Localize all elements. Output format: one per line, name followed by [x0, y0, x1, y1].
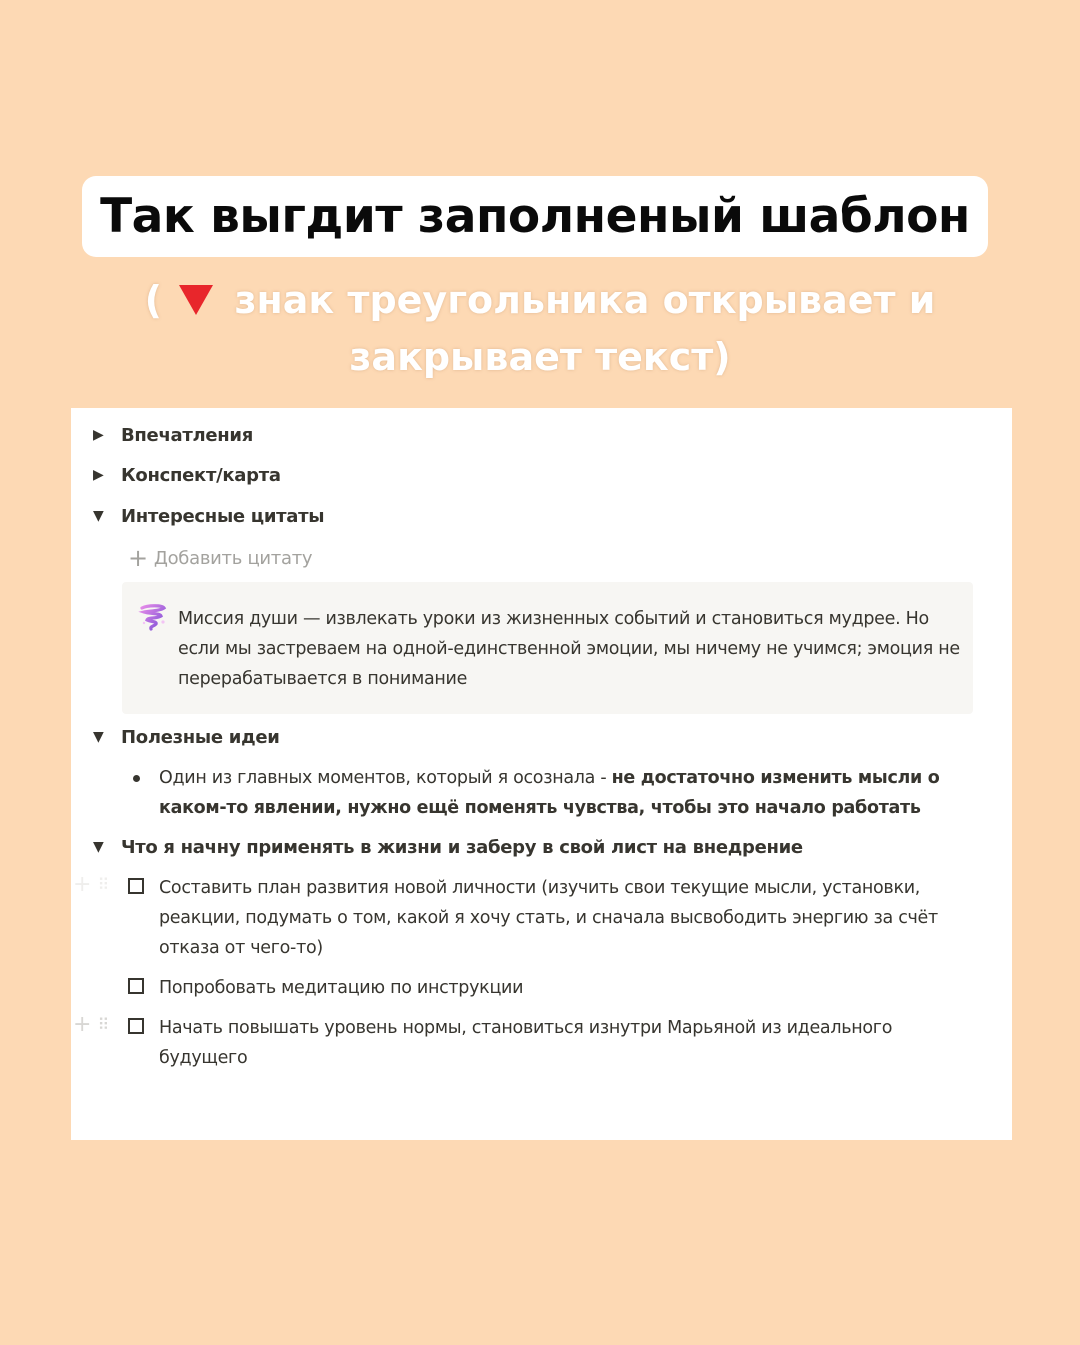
block-handle[interactable] [73, 872, 107, 897]
bullet-icon [133, 775, 140, 782]
bullet-text-bold: не достаточно изменить мысли о каком-то явлении, нужно ещё поменять чувства, чтобы это начало работать [159, 768, 940, 818]
quote-text: Миссия души — извлекать уроки из жизненных событий и становиться мудрее. Но если мы застреваем на одной-единственной эмоции, мы ничему не учимся; эмоция не перерабатывается в понимание [178, 609, 960, 689]
checkbox[interactable] [128, 1018, 144, 1034]
plus-icon: + [128, 544, 148, 572]
plus-icon[interactable]: + [73, 872, 92, 897]
subtitle-line2: закрывает текст) [349, 335, 731, 379]
toggle-right-arrow-icon[interactable]: ▶ [93, 467, 104, 483]
todo-item [128, 973, 958, 1003]
checkbox[interactable] [128, 878, 144, 894]
subtitle [80, 272, 1000, 386]
quote-callout[interactable] [122, 582, 973, 714]
checkbox[interactable] [128, 978, 144, 994]
list-item[interactable] [133, 763, 963, 823]
toggle-down-arrow-icon[interactable]: ▼ [93, 839, 104, 855]
todo-item [128, 1013, 958, 1073]
toggle-label: Полезные идеи [121, 726, 280, 748]
toggle-apply[interactable] [93, 832, 803, 862]
toggle-quotes[interactable] [93, 501, 324, 531]
subtitle-paren: ( [144, 278, 162, 322]
add-quote-button[interactable] [128, 543, 312, 573]
todo-text: Попробовать медитацию по инструкции [159, 978, 524, 998]
toggle-right-arrow-icon[interactable]: ▶ [93, 427, 104, 443]
toggle-label: Впечатления [121, 424, 253, 446]
toggle-impressions[interactable] [93, 420, 253, 450]
todo-item [128, 873, 958, 963]
drag-handle-icon[interactable]: ⠿ [97, 875, 108, 894]
todo-text: Составить план развития новой личности (изучить свои текущие мысли, установки, реакции, подумать о том, какой я хочу стать, и сначала высвободить энергию за счёт отказа от чего-то) [159, 878, 938, 958]
notion-document [71, 408, 1012, 1140]
bullet-text [159, 763, 963, 823]
bullet-text-plain: Один из главных моментов, который я осознала - [159, 768, 612, 788]
toggle-label: Интересные цитаты [121, 505, 325, 527]
magic-tornado-icon [138, 602, 168, 632]
drag-handle-icon[interactable]: ⠿ [97, 1015, 108, 1034]
toggle-summary[interactable] [93, 460, 281, 490]
red-triangle-icon [179, 285, 213, 315]
subtitle-line1: знак треугольника открывает и [234, 278, 936, 322]
block-handle[interactable] [73, 1012, 107, 1037]
toggle-down-arrow-icon[interactable]: ▼ [93, 508, 104, 524]
toggle-down-arrow-icon[interactable]: ▼ [93, 729, 104, 745]
toggle-label: Что я начну применять в жизни и заберу в свой лист на внедрение [121, 836, 803, 858]
plus-icon[interactable]: + [73, 1012, 92, 1037]
todo-text: Начать повышать уровень нормы, становиться изнутри Марьяной из идеального будущего [159, 1018, 893, 1068]
toggle-label: Конспект/карта [121, 464, 281, 486]
add-quote-label: Добавить цитату [153, 547, 313, 569]
toggle-ideas[interactable] [93, 722, 280, 752]
page-title: Так выгдит заполненый шаблон [100, 189, 970, 244]
title-banner [82, 176, 988, 257]
